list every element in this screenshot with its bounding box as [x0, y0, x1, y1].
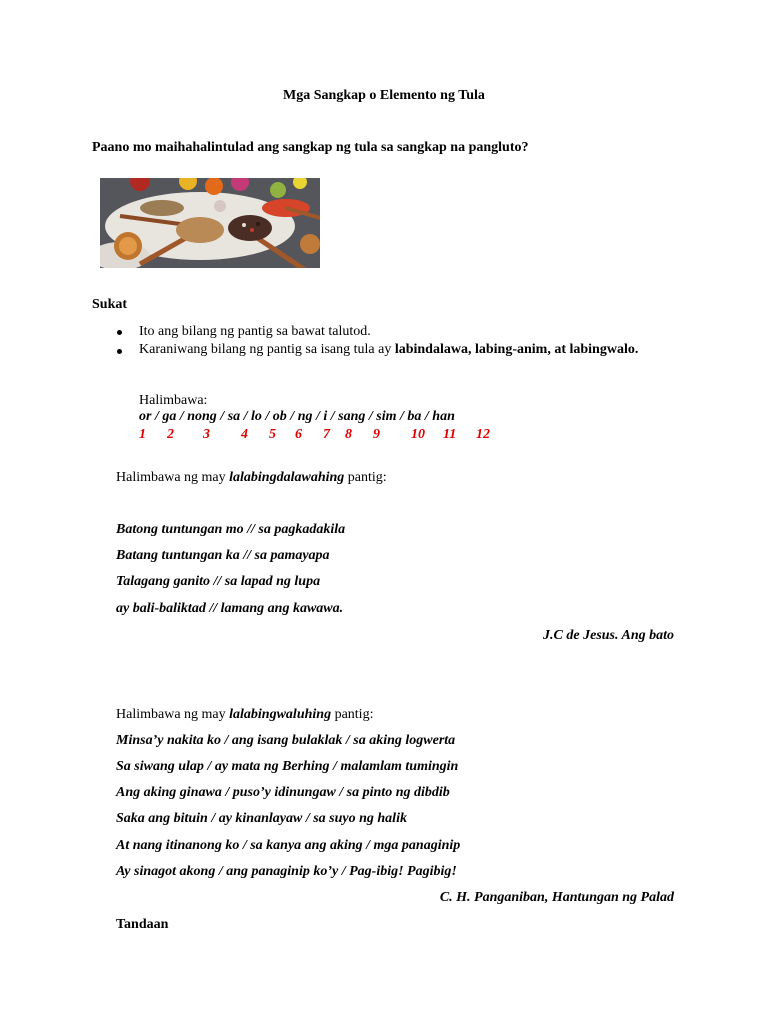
section-heading-sukat: Sukat	[92, 297, 128, 312]
syllable-number: 4	[241, 427, 248, 442]
poem-line: Sa siwang ulap / ay mata ng Berhing / malamlam tumingin	[116, 759, 459, 774]
poem-line: Minsa’y nakita ko / ang isang bulaklak / sa aking logwerta	[116, 733, 456, 748]
poem-line: Talagang ganito // sa lapad ng lupa	[116, 574, 321, 589]
intro-text: pantig:	[344, 470, 387, 485]
example-intro-12	[116, 470, 387, 486]
poem-line: ay bali-baliktad // lamang ang kawawa.	[116, 601, 344, 616]
intro-keyword: lalabingwaluhing	[229, 707, 332, 722]
intro-text: Halimbawa ng may	[116, 707, 230, 722]
intro-keyword: lalabingdalawahing	[229, 470, 345, 485]
syllable-number: 7	[323, 427, 330, 442]
syllable-number: 10	[411, 427, 425, 442]
spices-image	[100, 178, 320, 268]
syllable-number: 2	[167, 427, 174, 442]
section-heading-tandaan: Tandaan	[116, 917, 169, 932]
guiding-question: Paano mo maihahalintulad ang sangkap ng tula sa sangkap na pangluto?	[92, 140, 529, 155]
syllable-number: 8	[345, 427, 352, 442]
page-title: Mga Sangkap o Elemento ng Tula	[283, 88, 485, 103]
example-intro-18	[116, 707, 373, 723]
syllable-number: 11	[443, 427, 457, 442]
syllable-number: 1	[139, 427, 146, 442]
bullet-bold-text: labindalawa, labing-anim, at labingwalo.	[394, 342, 639, 357]
poem-line: Batang tuntungan ka // sa pamayapa	[116, 548, 330, 563]
intro-text: pantig:	[331, 707, 374, 722]
syllable-number: 6	[295, 427, 302, 442]
example-label: Halimbawa:	[139, 393, 208, 408]
bullet-text: Ito ang bilang ng pantig sa bawat talutod.	[139, 324, 371, 339]
bullet-icon	[117, 330, 122, 335]
poem-line: At nang itinanong ko / sa kanya ang aking / mga panaginip	[116, 838, 461, 853]
syllable-breakdown: or / ga / nong / sa / lo / ob / ng / i / sang / sim / ba / han	[139, 409, 455, 424]
syllable-number: 5	[269, 427, 276, 442]
poem-line: Saka ang bituin / ay kinanlayaw / sa suyo ng halik	[116, 811, 407, 826]
poem-credit: J.C de Jesus. Ang bato	[543, 628, 674, 643]
syllable-number: 3	[203, 427, 210, 442]
bullet-item-1	[139, 324, 371, 340]
bullet-text: Karaniwang bilang ng pantig sa isang tula ay	[139, 342, 395, 357]
bullet-item-2	[139, 342, 638, 358]
poem-line: Ay sinagot akong / ang panaginip ko’y / Pag-ibig! Pagibig!	[116, 864, 457, 879]
poem-line: Ang aking ginawa / puso’y idinungaw / sa pinto ng dibdib	[116, 785, 450, 800]
intro-text: Halimbawa ng may	[116, 470, 230, 485]
poem-credit: C. H. Panganiban, Hantungan ng Palad	[439, 890, 674, 905]
syllable-number: 12	[476, 427, 490, 442]
syllable-number: 9	[373, 427, 380, 442]
poem-line: Batong tuntungan mo // sa pagkadakila	[116, 522, 346, 537]
bullet-icon	[117, 349, 122, 354]
